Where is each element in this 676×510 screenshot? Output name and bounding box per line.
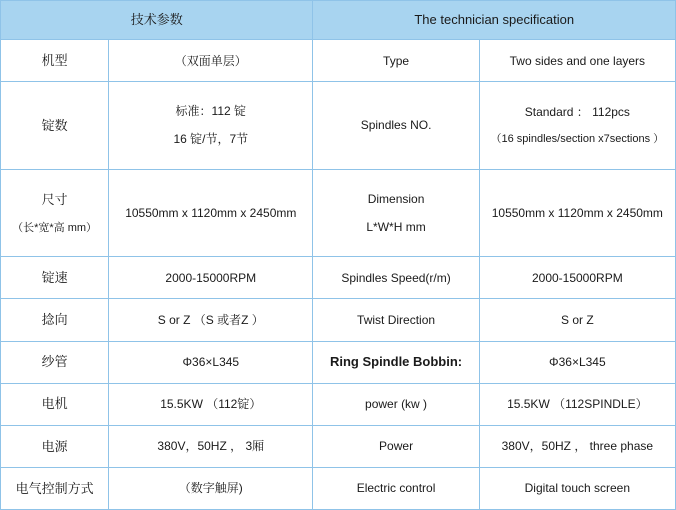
row-value-en-line1: Two sides and one layers xyxy=(509,53,646,68)
row-label-en-line1: Ring Spindle Bobbin: xyxy=(329,354,463,370)
row-label-cn xyxy=(1,82,109,170)
row-value-cn xyxy=(109,341,313,383)
row-label-cn-text: 纱管 xyxy=(41,354,68,370)
row-value-en xyxy=(479,257,675,299)
row-value-cn xyxy=(109,425,313,467)
table-row xyxy=(1,257,676,299)
row-label-en xyxy=(313,257,479,299)
row-label-cn xyxy=(1,467,109,509)
table-row xyxy=(1,383,676,425)
row-value-en xyxy=(479,341,675,383)
table-row xyxy=(1,169,676,257)
row-value-en-line1: 380V，50HZ ， three phase xyxy=(501,439,654,454)
row-label-en xyxy=(313,169,479,257)
row-label-en-line1: Dimension xyxy=(367,192,425,207)
row-value-cn-line1: （双面单层） xyxy=(174,53,247,68)
row-label-en xyxy=(313,341,479,383)
row-label-cn-text: 尺寸 xyxy=(41,192,68,208)
row-label-en-line1: Type xyxy=(383,53,410,68)
row-value-en-line1: 15.5KW （112SPINDLE） xyxy=(507,397,648,412)
row-value-en-line1: S or Z xyxy=(561,313,594,328)
row-label-cn-text: 捻向 xyxy=(41,312,68,328)
row-label-cn xyxy=(1,169,109,257)
table-row xyxy=(1,299,676,341)
row-label-cn-text: 电源 xyxy=(41,438,68,454)
row-value-en xyxy=(479,40,675,82)
row-value-en-line1: Digital touch screen xyxy=(524,481,631,496)
row-label-en-line2: L*W*H mm xyxy=(366,220,426,235)
row-label-cn-sub: （长*宽*高 mm） xyxy=(12,221,98,234)
row-value-en xyxy=(479,169,675,257)
row-value-en xyxy=(479,383,675,425)
table-header-row xyxy=(1,1,676,40)
row-value-cn-line1: （数字触屏) xyxy=(178,481,243,496)
row-value-cn xyxy=(109,383,313,425)
row-value-cn-line1: 2000-15000RPM xyxy=(165,270,257,285)
row-label-en xyxy=(313,383,479,425)
row-value-en-line1: Standard ： 112pcs xyxy=(524,105,630,120)
row-value-cn xyxy=(109,257,313,299)
row-label-cn-text: 锭速 xyxy=(41,270,68,286)
row-label-cn-text: 电气控制方式 xyxy=(15,480,94,496)
row-label-cn xyxy=(1,341,109,383)
row-value-cn xyxy=(109,169,313,257)
row-value-cn xyxy=(109,40,313,82)
row-value-cn xyxy=(109,467,313,509)
row-value-en-line1: 10550mm x 1120mm x 2450mm xyxy=(491,206,663,221)
row-label-en-line1: Spindles Speed(r/m) xyxy=(341,270,451,285)
row-label-cn xyxy=(1,425,109,467)
row-value-en xyxy=(479,82,675,170)
row-label-cn xyxy=(1,40,109,82)
row-label-en-line1: Electric control xyxy=(356,481,436,496)
row-value-cn-line1: S or Z （S 或者Z ） xyxy=(157,313,264,328)
row-value-cn-line1: 380V，50HZ ， 3厢 xyxy=(157,439,265,454)
row-label-en xyxy=(313,82,479,170)
row-label-cn xyxy=(1,299,109,341)
table-row xyxy=(1,40,676,82)
row-value-en xyxy=(479,425,675,467)
row-label-cn-text: 电机 xyxy=(41,396,68,412)
header-cell-english: The technician specification xyxy=(313,1,676,40)
row-value-en-line2: （16 spindles/section x7sections ） xyxy=(490,133,665,146)
table-row xyxy=(1,341,676,383)
row-value-cn xyxy=(109,82,313,170)
table-row xyxy=(1,467,676,509)
header-cell-chinese: 技术参数 xyxy=(1,1,313,40)
row-value-en xyxy=(479,299,675,341)
row-value-cn xyxy=(109,299,313,341)
row-value-en xyxy=(479,467,675,509)
row-label-en-line1: Spindles NO. xyxy=(360,118,432,133)
row-label-en-line1: Twist Direction xyxy=(357,313,436,328)
row-value-cn-line1: Φ36×L345 xyxy=(182,355,240,370)
row-label-en-line1: power (kw ) xyxy=(365,397,428,412)
row-label-cn xyxy=(1,383,109,425)
row-label-en xyxy=(313,425,479,467)
row-value-cn-line1: 10550mm x 1120mm x 2450mm xyxy=(125,206,297,221)
table-row xyxy=(1,425,676,467)
row-value-cn-line2: 16 锭/节，7节 xyxy=(173,132,249,147)
row-label-en xyxy=(313,299,479,341)
row-label-cn-text: 锭数 xyxy=(41,117,68,133)
row-label-cn xyxy=(1,257,109,299)
row-value-cn-line1: 标准：112 锭 xyxy=(175,104,247,119)
row-label-cn-text: 机型 xyxy=(41,52,68,68)
row-label-en xyxy=(313,467,479,509)
row-value-cn-line1: 15.5KW （112锭） xyxy=(160,397,262,412)
row-value-en-line1: Φ36×L345 xyxy=(549,355,606,370)
row-value-en-line1: 2000-15000RPM xyxy=(531,270,623,285)
table-row xyxy=(1,82,676,170)
row-label-en xyxy=(313,40,479,82)
row-label-en-line1: Power xyxy=(379,439,414,454)
